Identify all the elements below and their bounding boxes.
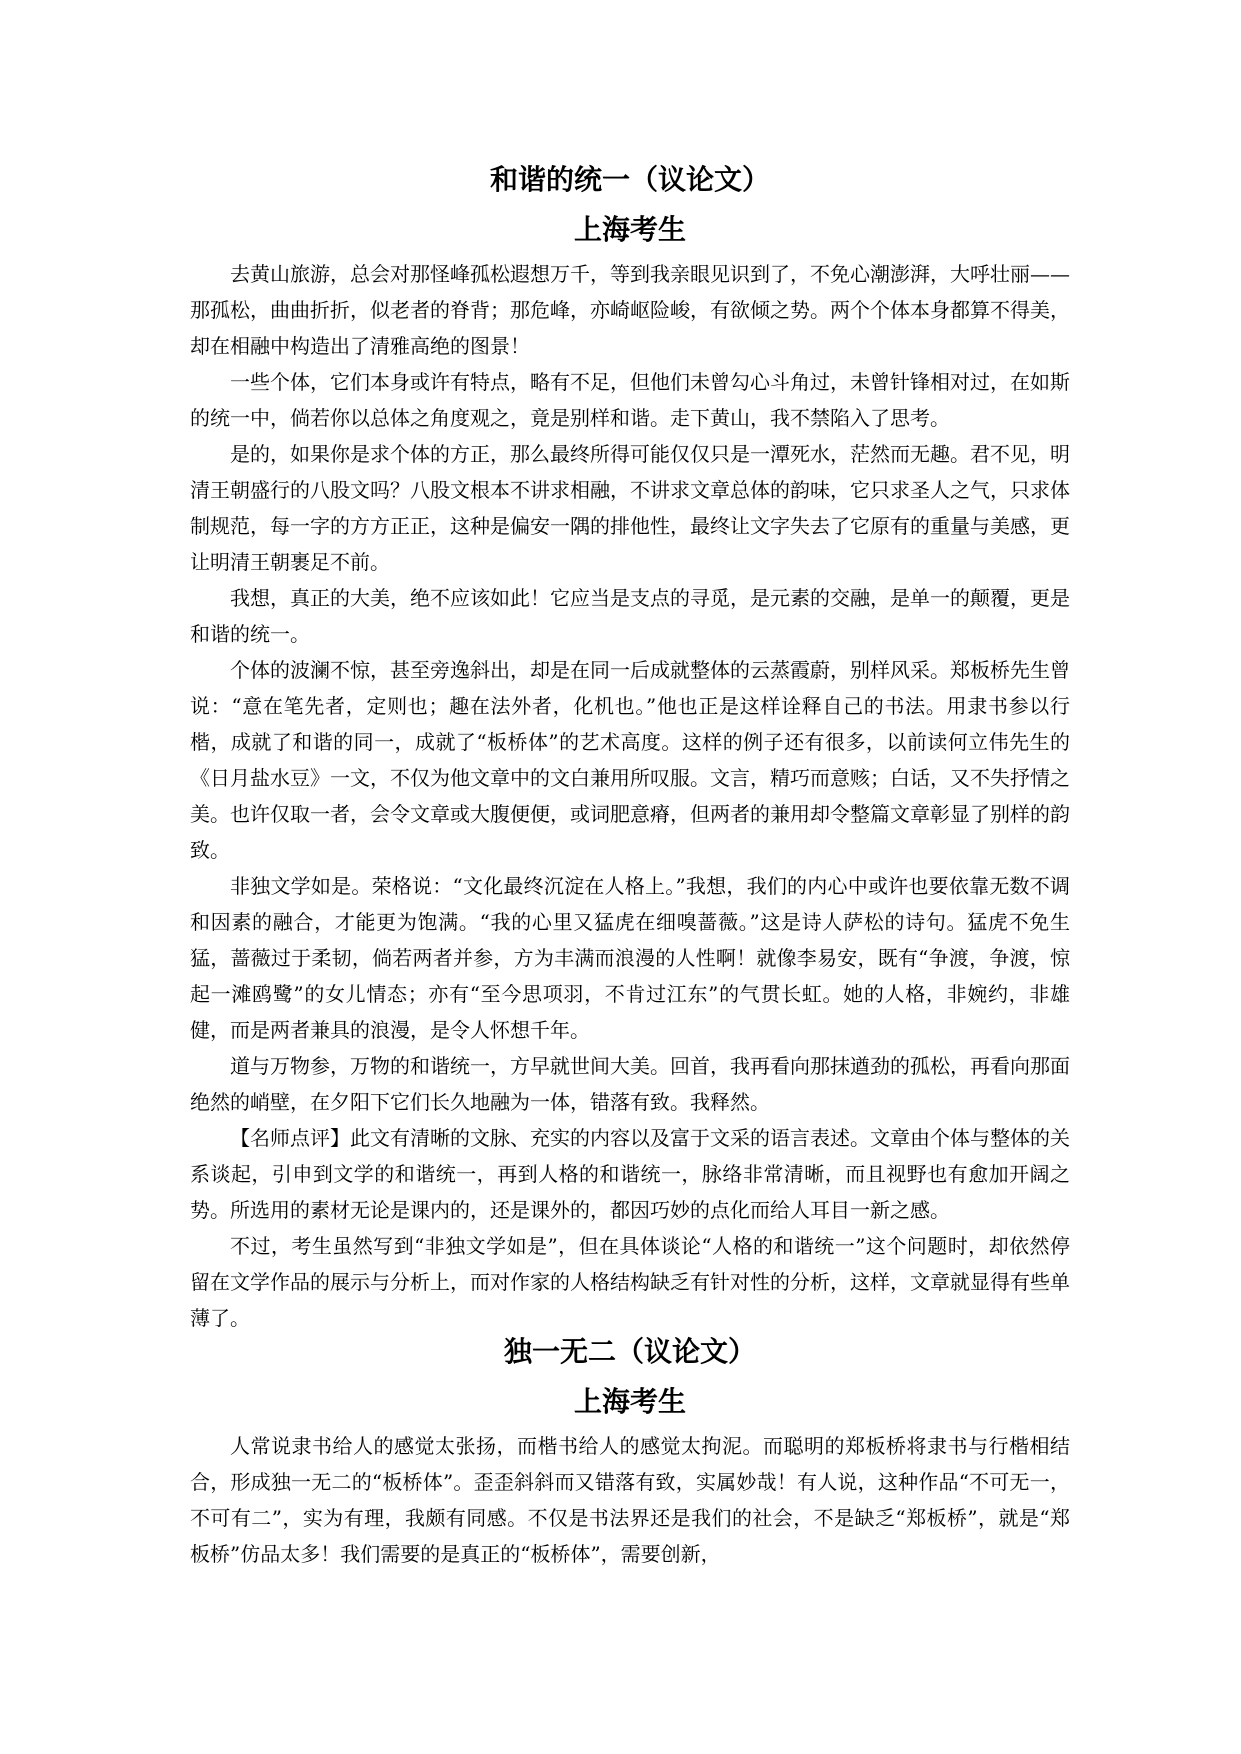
article-author: 上海考生	[573, 213, 686, 246]
teacher-comment-continued: 不过，考生虽然写到“非独文学如是”，但在具体谈论“人格的和谐统一”这个问题时，却依然停留在文学作品的展示与分析上，而对作家的人格结构缺乏有针对性的分析，这样，文章就显得有些单薄了。	[190, 1234, 1070, 1330]
paragraph: 非独文学如是。荣格说：“文化最终沉淀在人格上。”我想，我们的内心中或许也要依靠无数不调和因素的融合，才能更为饱满。“我的心里又猛虎在细嗅蔷薇。”这是诗人萨松的诗句。猛虎不免生猛，蔷薇过于柔韧，倘若两者并参，方为丰满而浪漫的人性啊！就像李易安，既有“争渡，争渡，惊起一滩鸥鹭”的女儿情态；亦有“至今思项羽，不肯过江东”的气贯长虹。她的人格，非婉约，非雄健，而是两者兼具的浪漫，是令人怀想千年。	[190, 874, 1070, 1042]
paragraph: 是的，如果你是求个体的方正，那么最终所得可能仅仅只是一潭死水，茫然而无趣。君不见，明清王朝盛行的八股文吗？八股文根本不讲求相融，不讲求文章总体的韵味，它只求圣人之气，只求体制规范，每一字的方方正正，这种是偏安一隅的排他性，最终让文字失去了它原有的重量与美感，更让明清王朝裹足不前。	[190, 442, 1070, 574]
paragraph: 人常说隶书给人的感觉太张扬，而楷书给人的感觉太拘泥。而聪明的郑板桥将隶书与行楷相结合，形成独一无二的“板桥体”。歪歪斜斜而又错落有致，实属妙哉！有人说，这种作品“不可无一，不可有二”，实为有理，我颇有同感。不仅是书法界还是我们的社会，不是缺乏“郑板桥”，就是“郑板桥”仿品太多！我们需要的是真正的“板桥体”，需要创新，	[190, 1434, 1070, 1566]
article-title: 独一无二（议论文）	[503, 1335, 756, 1368]
article-unique	[190, 1332, 1070, 1572]
paragraph: 去黄山旅游，总会对那怪峰孤松遐想万千，等到我亲眼见识到了，不免心潮澎湃，大呼壮丽——那孤松，曲曲折折，似老者的脊背；那危峰，亦崎岖险峻，有欲倾之势。两个个体本身都算不得美，却在相融中构造出了清雅高绝的图景！	[190, 262, 1070, 358]
paragraph: 道与万物参，万物的和谐统一，方早就世间大美。回首，我再看向那抹遒劲的孤松，再看向那面绝然的峭壁，在夕阳下它们长久地融为一体，错落有致。我释然。	[190, 1054, 1070, 1114]
paragraph: 我想，真正的大美，绝不应该如此！它应当是支点的寻觅，是元素的交融，是单一的颠覆，更是和谐的统一。	[190, 586, 1070, 646]
article-harmony	[190, 160, 1070, 1336]
paragraph: 一些个体，它们本身或许有特点，略有不足，但他们未曾勾心斗角过，未曾针锋相对过，在如斯的统一中，倘若你以总体之角度观之，竟是别样和谐。走下黄山，我不禁陷入了思考。	[190, 370, 1070, 430]
article-author: 上海考生	[573, 1385, 686, 1418]
article-title: 和谐的统一（议论文）	[489, 163, 770, 196]
paragraph: 个体的波澜不惊，甚至旁逸斜出，却是在同一后成就整体的云蒸霞蔚，别样风采。郑板桥先生曾说：“意在笔先者，定则也；趣在法外者，化机也。”他也正是这样诠释自己的书法。用隶书参以行楷，成就了和谐的同一，成就了“板桥体”的艺术高度。这样的例子还有很多，以前读何立伟先生的《日月盐水豆》一文，不仅为他文章中的文白兼用所叹服。文言，精巧而意赅；白话，又不失抒情之美。也许仅取一者，会令文章或大腹便便，或词肥意瘠，但两者的兼用却令整篇文章彰显了别样的韵致。	[190, 658, 1070, 862]
teacher-comment: 【名师点评】此文有清晰的文脉、充实的内容以及富于文采的语言表述。文章由个体与整体的关系谈起，引申到文学的和谐统一，再到人格的和谐统一，脉络非常清晰，而且视野也有愈加开阔之势。所选用的素材无论是课内的，还是课外的，都因巧妙的点化而给人耳目一新之感。	[190, 1126, 1070, 1222]
